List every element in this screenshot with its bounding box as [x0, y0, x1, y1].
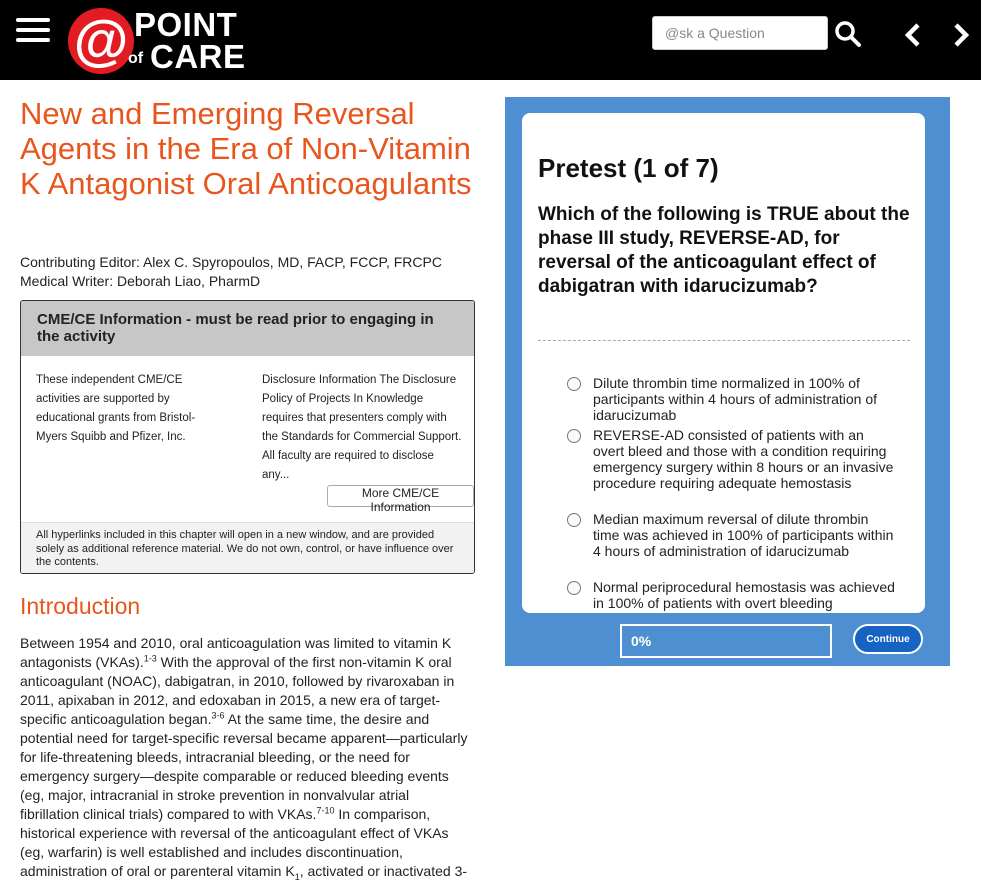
- reference-marker[interactable]: 1-3: [143, 653, 157, 664]
- article-credits: [20, 253, 442, 291]
- intro-text-part: Between 1954 and 2010, oral anticoagulation was limited to vitamin K antagonists (VKAs).: [20, 635, 452, 670]
- ask-question-input[interactable]: [652, 16, 828, 50]
- answer-option-label: REVERSE-AD consisted of patients with an overt bleed and those with a condition requiring emergency surgery within 8 hours or an invasive procedure requiring adequate hemostasis: [593, 427, 894, 491]
- cme-disclosure-text: Disclosure Information The Disclosure Policy of Projects In Knowledge requires that presenters comply with the Standards for Commercial Support. All faculty are required to disclose any...: [262, 374, 462, 481]
- intro-text-part: With the approval of the first non-vitamin K oral anticoagulant (NOAC), dabigatran, in 2010, followed by rivaroxaban in 2011, apixaban in 2012, and edoxaban in 2015, a new era of target-specific anticoagulation began.: [20, 654, 455, 727]
- introduction-heading: Introduction: [20, 593, 141, 619]
- question-card: [522, 113, 925, 613]
- introduction-paragraph: [20, 634, 472, 880]
- radio-button[interactable]: [567, 429, 581, 443]
- radio-button[interactable]: [567, 377, 581, 391]
- top-bar: [0, 0, 981, 80]
- intro-text-part: In comparison, historical experience with reversal of the anticoagulant effect of VKAs (eg, warfarin) is well established and includes discontinuation, administration of oral or parenteral vitamin K: [20, 806, 449, 879]
- pretest-title: Pretest (1 of 7): [538, 153, 719, 183]
- menu-icon[interactable]: [16, 18, 50, 44]
- cme-heading: CME/CE Information - must be read prior to engaging in the activity: [21, 301, 474, 356]
- contributing-editor: Contributing Editor: Alex C. Spyropoulos, MD, FACP, FCCP, FRCPC: [20, 254, 442, 270]
- radio-button[interactable]: [567, 581, 581, 595]
- chevron-right-icon[interactable]: [950, 22, 972, 48]
- question-text: Which of the following is TRUE about the phase III study, REVERSE-AD, for reversal of the anticoagulant effect of dabigatran with idarucizumab?: [538, 204, 910, 297]
- cme-hyperlink-note: All hyperlinks included in this chapter will open in a new window, and are provided solely as additional reference material. We do not own, control, or have influence over the contents.: [21, 522, 475, 574]
- chevron-left-icon[interactable]: [902, 22, 924, 48]
- progress-bar: [620, 624, 832, 658]
- continue-button[interactable]: Continue: [853, 624, 923, 654]
- cme-support-text: These independent CME/CE activities are supported by educational grants from Bristol-Myers Squibb and Pfizer, Inc.: [36, 374, 196, 443]
- more-cme-info-button[interactable]: More CME/CE Information: [327, 485, 474, 507]
- logo-of-text: of: [128, 50, 144, 67]
- intro-text-part: , activated or inactivated 3-: [299, 863, 468, 879]
- answer-option-label: Dilute thrombin time normalized in 100% of participants within 4 hours of administration of idarucizumab: [593, 375, 878, 423]
- medical-writer: Medical Writer: Deborah Liao, PharmD: [20, 273, 261, 289]
- point-of-care-logo[interactable]: [68, 8, 258, 74]
- reference-marker[interactable]: 3-6: [211, 710, 225, 721]
- subscript: 1: [294, 871, 300, 880]
- pretest-panel: [505, 97, 950, 666]
- article-title: New and Emerging Reversal Agents in the Era of Non-Vitamin K Antagonist Oral Anticoagulants: [20, 96, 472, 201]
- logo-care-text: CARE: [150, 38, 246, 75]
- cme-info-box: [20, 300, 475, 574]
- logo-at-icon: @: [73, 8, 129, 71]
- answer-option-label: Median maximum reversal of dilute thrombin time was achieved in 100% of participants within 4 hours of administration of idarucizumab: [593, 511, 894, 559]
- divider: [538, 340, 910, 341]
- answer-option-label: Normal periprocedural hemostasis was achieved in 100% of patients with overt bleeding: [593, 579, 895, 611]
- logo-point-text: POINT: [134, 6, 238, 43]
- search-icon[interactable]: [834, 20, 862, 48]
- intro-text-part: At the same time, the desire and potential need for target-specific reversal became apparent—particularly for life-threatening bleeds, intracranial bleeding, or the need for emergency surgery—despite comparable or reduced bleeding events (eg, major, intracranial in stroke prevention in nonvalvular atrial fibrillation clinical trials) compared to with VKAs.: [20, 711, 468, 822]
- radio-button[interactable]: [567, 513, 581, 527]
- reference-marker[interactable]: 7-10: [316, 805, 335, 816]
- progress-label: 0%: [631, 633, 652, 649]
